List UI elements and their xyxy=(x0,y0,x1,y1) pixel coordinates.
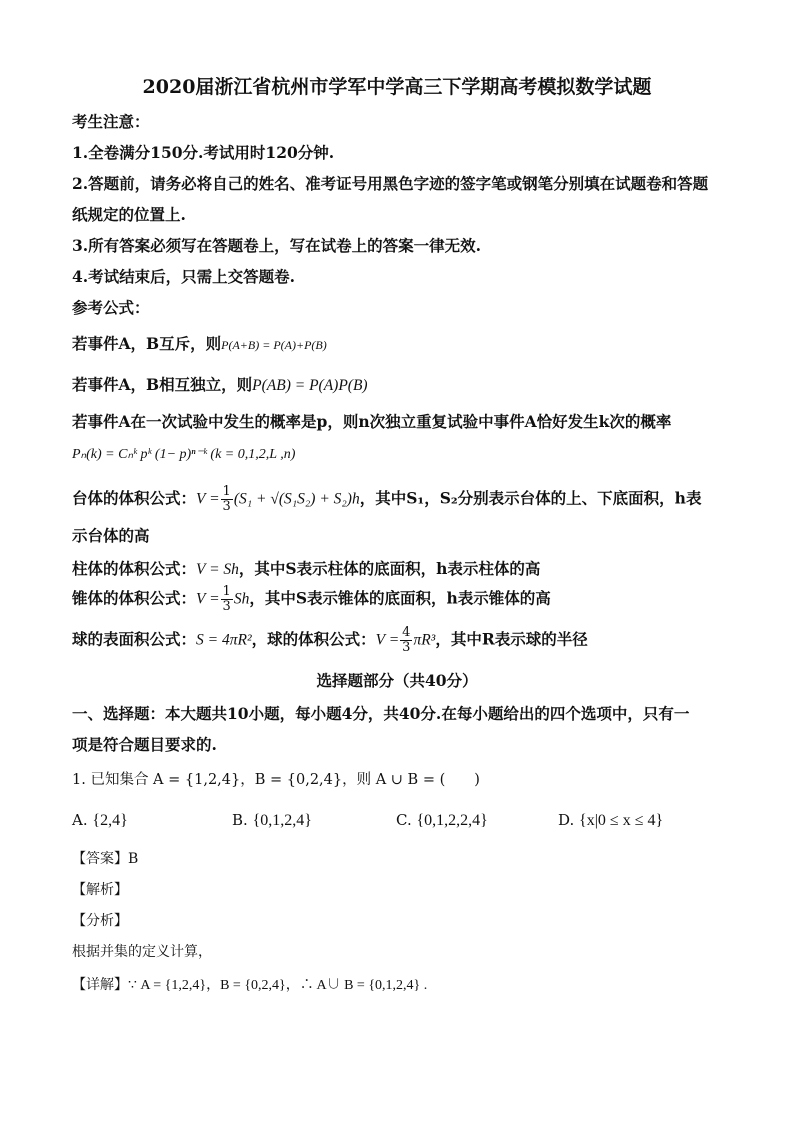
formula-frustum xyxy=(72,485,701,514)
section-instruction: 项是符合题目要求的. xyxy=(72,735,217,754)
option-a xyxy=(72,811,128,830)
notice-item: 4.考试结束后，只需上交答题卷. xyxy=(72,267,296,286)
formula-sphere-vol-label: ，球的体积公式： xyxy=(251,629,376,649)
detail-text: ∵ A = {1,2,4}，B = {0,2,4}，∴ A∪ B = {0,1,2,4} . xyxy=(128,978,428,993)
formula-cone-frac xyxy=(221,585,233,614)
option-b xyxy=(232,811,312,830)
frac-den: 3 xyxy=(222,599,231,614)
formula-frustum-lhs: V = xyxy=(196,490,220,508)
formula-prism-label: 柱体的体积公式： xyxy=(72,559,197,578)
option-d xyxy=(558,811,663,830)
option-label: A. xyxy=(72,811,88,829)
page-title: 2020届浙江省杭州市学军中学高三下学期高考模拟数学试题 xyxy=(142,76,652,98)
section-heading: 选择题部分（共40分） xyxy=(316,671,478,690)
fenxi-tag: 【分析】 xyxy=(72,913,128,929)
formula-prism-expr: V = Sh xyxy=(196,561,239,578)
answer-line xyxy=(72,848,138,868)
formula-binom-text: 若事件A在一次试验中发生的概率是p，则n次独立重复试验中事件A恰好发生k次的概率 xyxy=(72,412,672,431)
formula-sphere-frac xyxy=(400,626,412,655)
notice-item: 2.答题前，请务必将自己的姓名、准考证号用黑色字迹的签字笔或钢笔分别填在试题卷和答题 xyxy=(72,174,709,193)
formula-cone-rhs: Sh xyxy=(233,590,250,608)
notice-heading: 考生注意： xyxy=(72,112,150,131)
frac-num: 1 xyxy=(222,484,231,499)
formulas-heading: 参考公式： xyxy=(72,298,150,317)
formula-cone-label: 锥体的体积公式： xyxy=(72,588,197,608)
option-value: {0,1,2,4} xyxy=(252,812,312,829)
formula-cone-desc: ，其中S表示锥体的底面积，h表示锥体的高 xyxy=(249,588,551,608)
section-instruction: 一、选择题：本大题共10小题，每小题4分，共40分.在每小题给出的四个选项中，只有一 xyxy=(72,704,690,723)
analysis-tag: 【解析】 xyxy=(72,882,128,898)
formula-sphere-desc: ，其中R表示球的半径 xyxy=(435,629,588,649)
formula-frustum-desc: ，其中S₁，S₂分别表示台体的上、下底面积，h表 xyxy=(359,488,702,508)
option-value: {x|0 ≤ x ≤ 4} xyxy=(579,812,664,829)
frac-num: 1 xyxy=(222,584,231,599)
formula-prism xyxy=(72,557,540,579)
frac-den: 3 xyxy=(402,640,411,655)
formula-frustum-frac xyxy=(221,485,233,514)
formula-frustum-desc2: 示台体的高 xyxy=(72,526,150,545)
option-label: D. xyxy=(558,811,575,829)
formula-sphere-vol-lhs: V = xyxy=(375,631,400,649)
option-value: {2,4} xyxy=(92,812,128,829)
formula-cone-lhs: V = xyxy=(196,590,220,608)
formula-sphere-label: 球的表面积公式： xyxy=(72,629,197,649)
frac-den: 3 xyxy=(222,499,231,514)
notice-item: 纸规定的位置上. xyxy=(72,205,186,224)
option-label: B. xyxy=(232,811,248,829)
answer-tag: 【答案】 xyxy=(72,851,128,867)
answer-value: B xyxy=(128,851,139,867)
formula-mutex-expr: P(A+B) = P(A)+P(B) xyxy=(221,338,327,352)
formula-indep-text: 若事件A，B相互独立，则 xyxy=(72,375,253,394)
formula-prism-desc: ，其中S表示柱体的底面积，h表示柱体的高 xyxy=(238,559,541,578)
question-stem: 1. 已知集合 A = {1,2,4}，B = {0,2,4}，则 A ∪ B = ( ) xyxy=(72,772,480,788)
option-c xyxy=(396,811,488,830)
formula-frustum-rhs: (S₁ + √(S₁S₂) + S₂)h xyxy=(233,490,360,508)
formula-mutex xyxy=(72,332,327,354)
formula-sphere-vol-rhs: πR³ xyxy=(413,631,436,649)
option-value: {0,1,2,2,4} xyxy=(416,812,488,829)
formula-mutex-text: 若事件A，B互斥，则 xyxy=(72,334,222,353)
detail-line xyxy=(72,974,427,994)
formula-indep-expr: P(AB) = P(A)P(B) xyxy=(252,377,368,394)
formula-indep xyxy=(72,373,368,395)
formula-cone xyxy=(72,585,551,614)
formula-binom-expr: Pₙ(k) = Cₙᵏ pᵏ (1− p)ⁿ⁻ᵏ (k = 0,1,2,L ,n) xyxy=(72,447,296,462)
notice-item: 3.所有答案必须写在答题卷上，写在试卷上的答案一律无效. xyxy=(72,236,482,255)
detail-tag: 【详解】 xyxy=(72,977,128,993)
formula-sphere xyxy=(72,626,588,655)
frac-num: 4 xyxy=(402,625,411,640)
notice-item: 1.全卷满分150分.考试用时120分钟. xyxy=(72,143,335,162)
option-label: C. xyxy=(396,811,412,829)
formula-frustum-label: 台体的体积公式： xyxy=(72,488,197,508)
formula-sphere-area: S = 4πR² xyxy=(196,631,252,649)
fenxi-text: 根据并集的定义计算， xyxy=(72,944,212,960)
